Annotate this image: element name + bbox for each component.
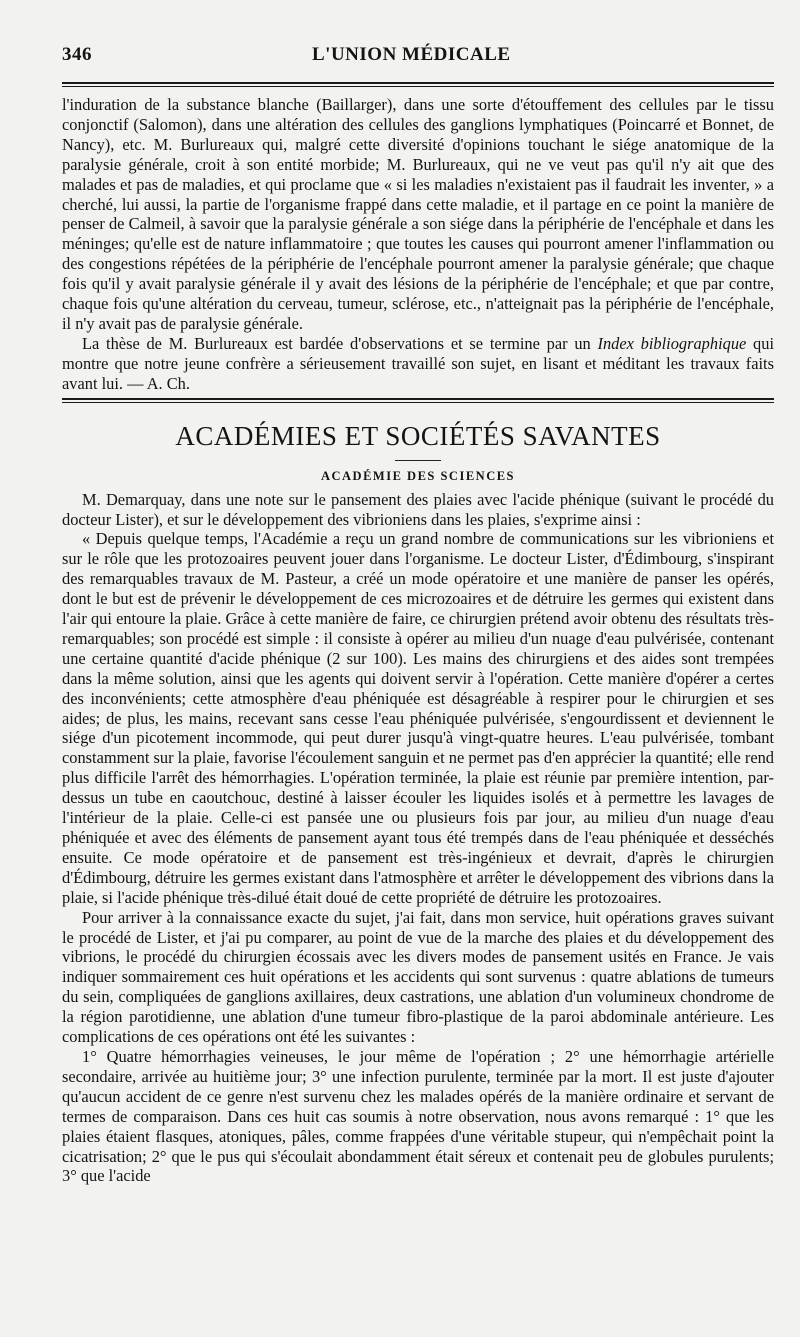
subsection-title: ACADÉMIE DES SCIENCES (320, 468, 516, 483)
section-divider-rule (62, 398, 774, 403)
body-paragraph-2: « Depuis quelque temps, l'Académie a reçu un grand nombre de communications sur les vibrioniens et sur le rôle que les protozoaires peuvent jouer dans l'organisme. Le docteur Lister, d'Édimbourg, s'inspirant des remarquables travaux de M. Pasteur, a créé un mode opératoire et une manière de panser les opérés, dont le but est de prévenir le développement de ces microzoaires et de détruire les germes qui existent dans l'air qui entoure la plaie. Grâce à cette manière de faire, ce chirurgien prétend avoir obtenu des résultats très-remarquables; son procédé est simple : il consiste à opérer au milieu d'un nuage d'eau pulvérisée, contenant une certaine quantité d'acide phénique (2 sur 100). Les mains des chirurgiens et des aides sont trempées dans la même solution, ainsi que les agents qui doivent servir à l'opération. Cette manière d'opérer a certes des inconvénients; cette atmosphère d'eau phéniquée est désagréable à respirer pour le chirurgien et ses aides; de plus, les mains, recevant sans cesse l'eau phéniquée pulvérisée, s'engourdissent et deviennent le siége d'un picotement incommode, qui peut durer jusqu'à vingt-quatre heures. L'eau pulvérisée, tombant constamment sur la plaie, favorise l'écoulement sanguin et ne permet pas d'en apprécier la quantité; elle rend plus difficile l'arrêt des hémorrhagies. L'opération terminée, la plaie est réunie par première intention, par-dessus un tube en caoutchouc, destiné à laisser écouler les liquides isolés et à permettre les lavages de l'intérieur de la plaie. Celle-ci est pansée une ou plusieurs fois par jour, au milieu d'un nuage d'eau phéniquée et avec des éléments de pansement ayant tous été trempés dans de l'eau phéniquée et desséchés ensuite. Ce mode opératoire et de pansement est très-ingénieux et devrait, d'après le chirurgien d'Édimbourg, détruire les germes existant dans l'atmosphère et arrêter le développement des vibrions dans la plaie, si l'acide phénique très-dilué était doué de cette propriété de détruire les protozoaires. (62, 529, 774, 907)
body-paragraph-3: Pour arriver à la connaissance exacte du sujet, j'ai fait, dans mon service, huit opérations graves suivant le procédé de Lister, et j'ai pu comparer, au point de vue de la marche des plaies et du développement des vibrions, le procédé du chirurgien écossais avec les divers modes de pansement usités en France. Je vais indiquer sommairement ces huit opérations et les accidents qui sont survenus : quatre ablations de tumeurs du sein, compliquées de ganglions axillaires, deux castrations, une ablation d'un volumineux chondrome de la région parotidienne, une ablation d'une tumeur fibro-plastique de la paroi abdominale antérieure. Les complications de ces opérations ont été les suivantes : (62, 907, 774, 1047)
author-signature: — A. Ch. (127, 373, 190, 393)
body-paragraph-4: 1° Quatre hémorrhagies veineuses, le jour même de l'opération ; 2° une hémorrhagie artérielle secondaire, arrivée au huitième jour; 3° une infection purulente, terminée par la mort. Il est juste d'ajouter qu'aucun accident de ce genre n'est survenu chez les malades opérés de la manière ordinaire et servant de termes de comparaison. Dans ces huit cas soumis à notre observation, nous avons remarqué : 1° que les plaies étaient flasques, atoniques, pâles, comme frappées d'une véritable stupeur, qui n'empêchait point la cicatrisation; 2° que le pus qui s'écoulait abondamment était séreux et contenait peu de globules purulents; 3° que l'acide (62, 1046, 774, 1186)
page-number: 346 (62, 44, 92, 65)
intro-paragraph: l'induration de la substance blanche (Baillarger), dans une sorte d'étouffement des cellules par le tissu conjonctif (Salomon), dans une altération des cellules des ganglions lymphatiques (Poincarré et Bonnet, de Nancy), etc. M. Burlureaux qui, malgré cette diversité d'opinions touchant le siége anatomique de la paralysie générale, croit à son entité morbide; M. Burlureaux, qui ne ve veut pas qu'il n'y ait que des malades et pas de maladies, et qui proclame que « si les maladies n'existaient pas il faudrait les inventer, » a cherché, lui aussi, la partie de l'organisme frappé dans cette maladie, et il partage en ce point la manière de penser de Calmeil, à savoir que la paralysie générale a son siége dans la périphérie de l'encéphale et dans les méninges; qu'elle est de nature inflammatoire ; que toutes les causes qui pourront amener l'inflammation ou des congestions répétées de la périphérie de l'encéphale pourront amener la paralysie générale; que chaque fois qu'il y avait paralysie générale il y avait des lésions de la périphérie de l'encéphale; et que par contre, chaque fois qu'une altération du cerveau, tumeur, sclérose, etc., n'atteignait pas la périphérie de l'encéphale, il n'y avait pas de paralysie générale. (62, 95, 774, 333)
header-rule (62, 82, 774, 87)
running-header (62, 44, 774, 72)
thesis-text-italic: Index bibliographique (597, 333, 747, 353)
journal-title: L'UNION MÉDICALE (312, 44, 511, 65)
thesis-text-end: qui montre que notre jeune confrère a sérieusement travaillé son sujet, en lisant et méditant les travaux faits avant lui. (62, 333, 775, 393)
section-title: ACADÉMIES ET SOCIÉTÉS SAVANTES (175, 420, 661, 451)
thesis-paragraph (62, 334, 774, 394)
title-short-rule (395, 460, 441, 461)
body-paragraph-1: M. Demarquay, dans une note sur le pansement des plaies avec l'acide phénique (suivant le procédé du docteur Lister), et sur le développement des vibrioniens dans les plaies, s'exprime ainsi : (62, 489, 774, 529)
thesis-text-start: La thèse de M. Burlureaux est bardée d'observations et se termine par un (82, 333, 598, 353)
